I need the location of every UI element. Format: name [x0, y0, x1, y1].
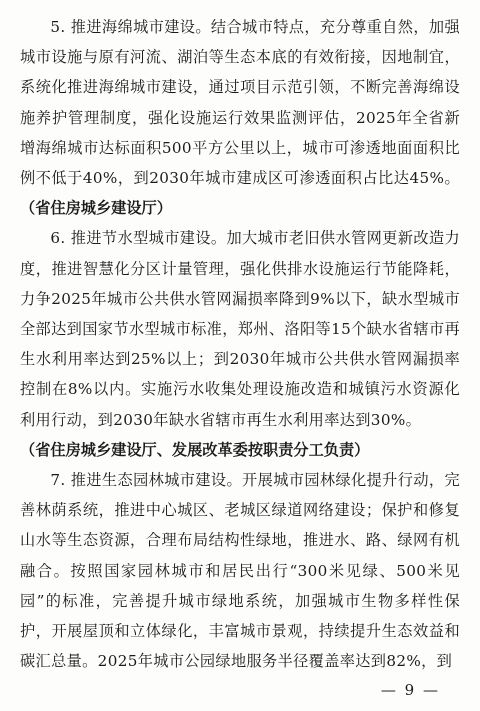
paragraph-water-saving-city — [20, 223, 460, 465]
paragraph-text: 6. 推进节水型城市建设。加大城市老旧供水管网更新改造力度，推进智慧化分区计量管理，强化供排水设施运行节能降耗，力争2025年城市公共供水管网漏损率降到9%以下，缺水型城市全部达到国家节水型城市标准，郑州、洛阳等15个缺水省辖市再生水利用率达到25%以上；到2030年城市公共供水管网漏损率控制在8%以内。实施污水收集处理设施改造和城镇污水资源化利用行动，到2030年缺水省辖市再生水利用率达到30%。 — [20, 229, 460, 429]
paragraph-text: 7. 推进生态园林城市建设。开展城市园林绿化提升行动，完善林荫系统，推进中心城区、老城区绿道网络建设；保护和修复山水等生态资源，合理布局结构性绿地，推进水、路、绿网有机融合。按照国家园林城市和居民出行“300米见绿、500米见园”的标准，完善提升城市绿地系统，加强城市生物多样性保护，开展屋顶和立体绿化，丰富城市景观，持续提升生态效益和碳汇总量。2025年城市公园绿地服务半径覆盖率达到82%，到 — [20, 471, 460, 671]
paragraph-text: 5. 推进海绵城市建设。结合城市特点，充分尊重自然，加强城市设施与原有河流、湖泊等生态本底的有效衔接，因地制宜，系统化推进海绵城市建设，通过项目示范引领，不断完善海绵设施养护管理制度，强化设施运行效果监测评估，2025年全省新增海绵城市达标面积500平方公里以上，城市可渗透地面面积比例不低于40%，到2030年城市建成区可渗透面积占比达45%。 — [20, 18, 460, 188]
paragraph-sponge-city — [20, 12, 460, 223]
paragraph-source: （省住房城乡建设厅） — [20, 199, 172, 218]
page-number: — 9 — — [380, 681, 440, 699]
paragraph-source: （省住房城乡建设厅、发展改革委按职责分工负责） — [20, 440, 370, 459]
paragraph-eco-garden-city — [20, 465, 460, 676]
